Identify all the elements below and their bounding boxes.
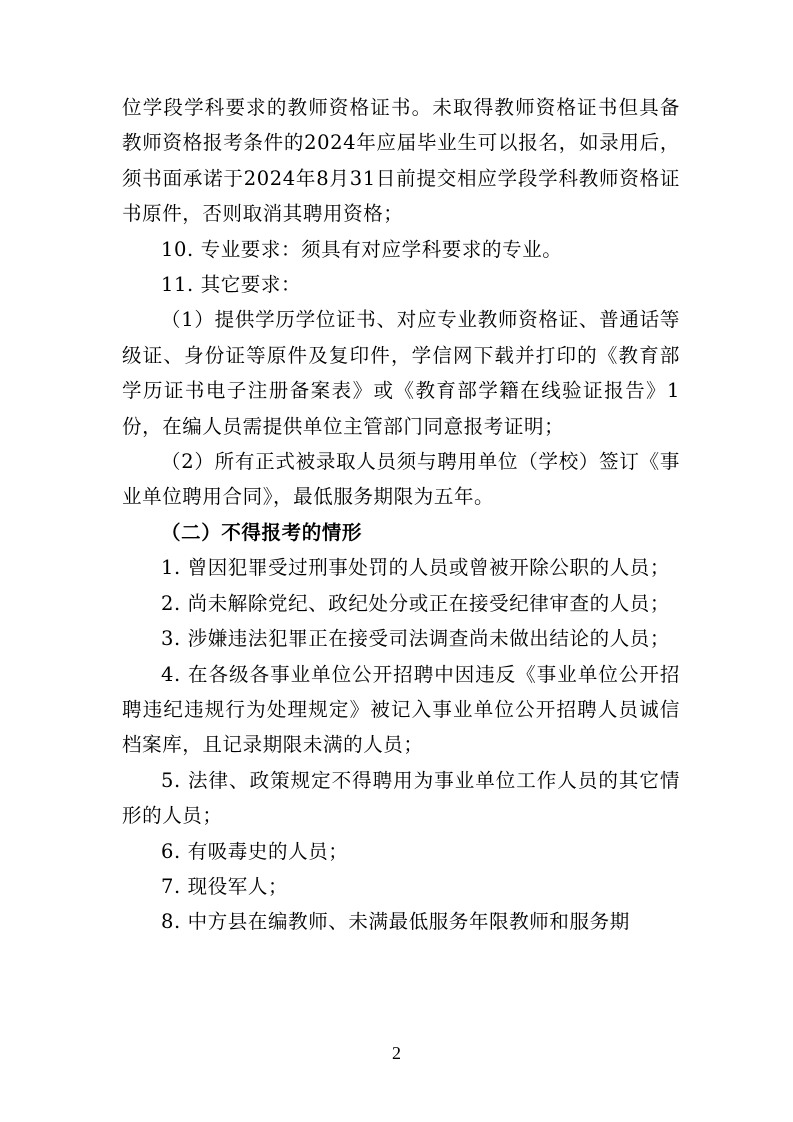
page-number: 2 bbox=[392, 1043, 401, 1063]
item-2-discipline: 2. 尚未解除党纪、政纪处分或正在接受纪律审查的人员； bbox=[161, 591, 671, 615]
document-body bbox=[122, 90, 680, 940]
item-8-teachers: 8. 中方县在编教师、未满最低服务年限教师和服务期 bbox=[161, 910, 630, 934]
sub-item-1-documents: （1）提供学历学位证书、对应专业教师资格证、普通话等级证、身份证等原件及复印件，学信网下载并打印的《教育部学历证书电子注册备案表》或《教育部学籍在线验证报告》1份，在编人员需提供单位主管部门同意报考证明； bbox=[122, 308, 680, 438]
section-heading-ineligible: （二）不得报考的情形 bbox=[161, 520, 363, 544]
item-4-integrity-record: 4. 在各级各事业单位公开招聘中因违反《事业单位公开招聘违纪违规行为处理规定》被记入事业单位公开招聘人员诚信档案库，且记录期限未满的人员； bbox=[122, 662, 680, 757]
item-3-judicial: 3. 涉嫌违法犯罪正在接受司法调查尚未做出结论的人员； bbox=[161, 627, 671, 651]
para-continued-certificate: 位学段学科要求的教师资格证书。未取得教师资格证书但具备教师资格报考条件的2024年应届毕业生可以报名，如录用后，须书面承诺于2024年8月31日前提交相应学段学科教师资格证书原件，否则取消其聘用资格； bbox=[122, 96, 680, 226]
item-7-military: 7. 现役军人； bbox=[161, 874, 289, 898]
item-5-law-policy: 5. 法律、政策规定不得聘用为事业单位工作人员的其它情形的人员； bbox=[122, 768, 680, 828]
item-11-other-requirements: 11. 其它要求： bbox=[161, 273, 302, 297]
sub-item-2-contract: （2）所有正式被录取人员须与聘用单位（学校）签订《事业单位聘用合同》，最低服务期限为五年。 bbox=[122, 450, 680, 509]
item-1-criminal: 1. 曾因犯罪受过刑事处罚的人员或曾被开除公职的人员； bbox=[161, 556, 671, 580]
item-6-drugs: 6. 有吸毒史的人员； bbox=[161, 839, 349, 863]
item-10-major-requirement: 10. 专业要求：须具有对应学科要求的专业。 bbox=[161, 237, 563, 261]
